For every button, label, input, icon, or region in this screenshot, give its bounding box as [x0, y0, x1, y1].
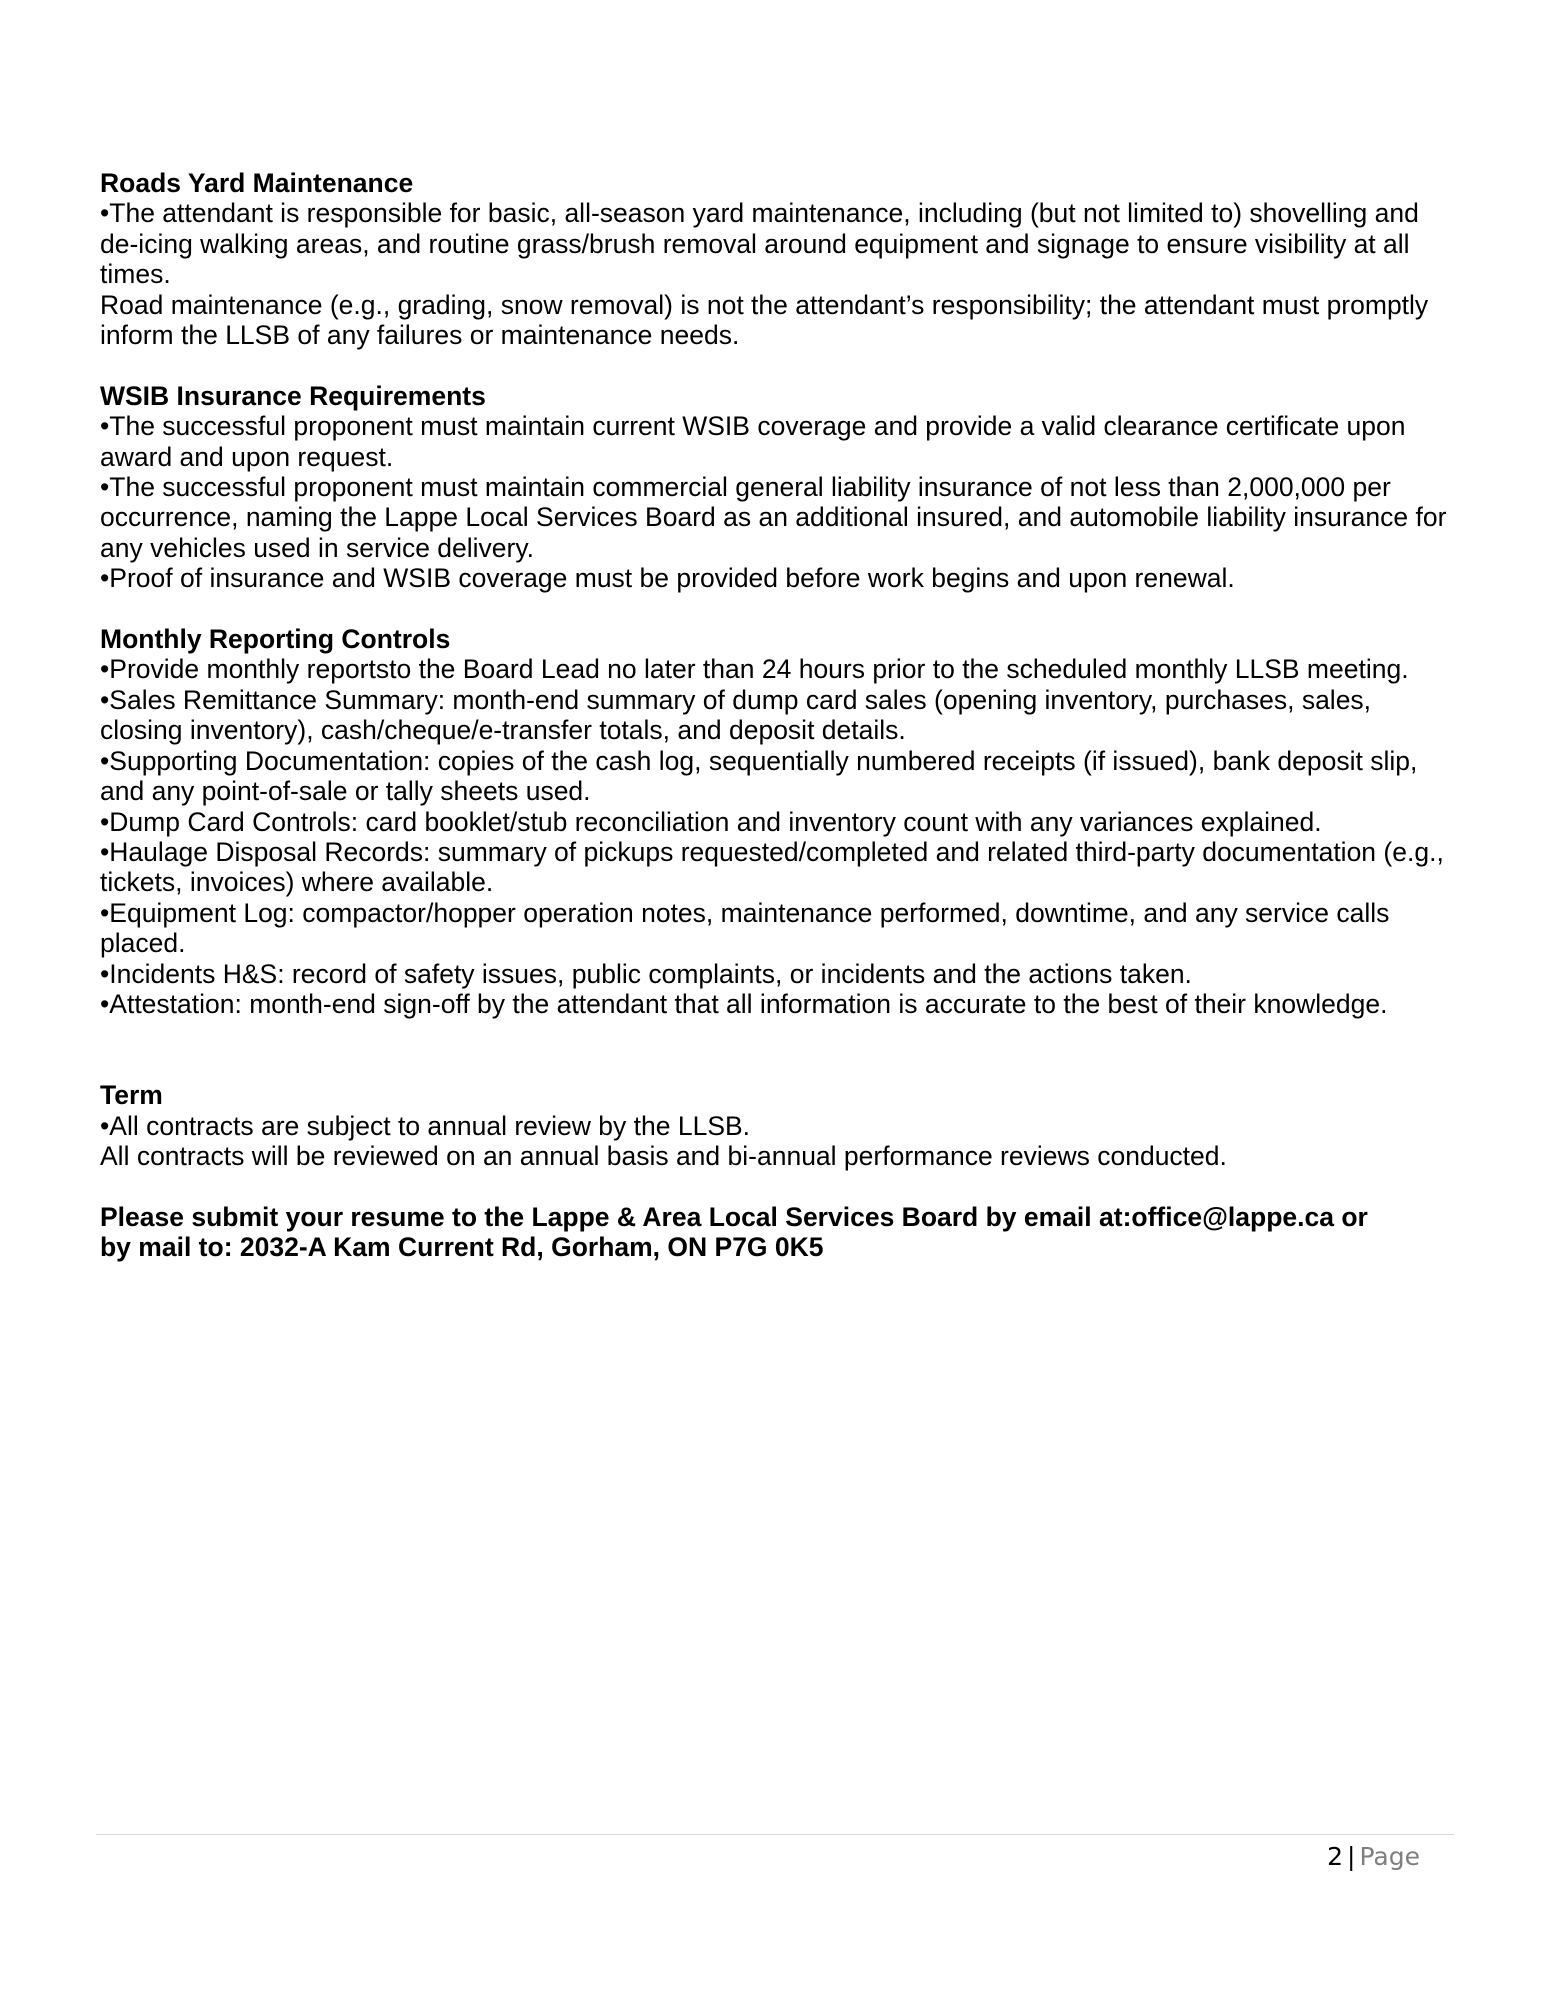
paragraph: •Proof of insurance and WSIB coverage must be provided before work begins and upon renewal.	[100, 563, 1235, 594]
paragraph: •The successful proponent must maintain commercial general liability insurance of not less than 2,000,000 per occurrence, naming the Lappe Local Services Board as an additional insured, and automobile liability insurance for any vehicles used in service delivery.	[100, 472, 1447, 563]
spacer	[100, 1172, 1460, 1202]
section-wsib-insurance	[100, 381, 1460, 594]
page-footer	[1327, 1840, 1420, 1874]
page-label: Page	[1359, 1842, 1420, 1871]
spacer	[100, 1019, 1460, 1080]
section-heading: WSIB Insurance Requirements	[100, 380, 486, 411]
paragraph: •Haulage Disposal Records: summary of pickups requested/completed and related third-party documentation (e.g., tickets, invoices) where available.	[100, 836, 1444, 898]
paragraph: •Incidents H&S: record of safety issues, public complaints, or incidents and the actions taken.	[100, 958, 1192, 989]
paragraph: •The successful proponent must maintain current WSIB coverage and provide a valid clearance certificate upon award and upon request.	[100, 411, 1406, 472]
section-heading: Monthly Reporting Controls	[100, 624, 451, 655]
paragraph: Road maintenance (e.g., grading, snow removal) is not the attendant’s responsibility; the attendant must promptly inform the LLSB of any failures or maintenance needs.	[100, 289, 1429, 351]
page-separator: |	[1347, 1842, 1356, 1871]
paragraph: •Attestation: month-end sign-off by the attendant that all information is accurate to the best of their knowledge.	[100, 988, 1388, 1019]
section-monthly-reporting	[100, 624, 1460, 1019]
section-heading: Roads Yard Maintenance	[100, 168, 414, 198]
paragraph: •Supporting Documentation: copies of the cash log, sequentially numbered receipts (if issued), bank deposit slip, and any point-of-sale or tally sheets used.	[100, 745, 1418, 807]
footer-divider	[96, 1834, 1454, 1835]
paragraph: •Provide monthly reportsto the Board Lead no later than 24 hours prior to the scheduled monthly LLSB meeting.	[100, 654, 1409, 685]
section-term	[100, 1080, 1460, 1171]
paragraph: •Dump Card Controls: card booklet/stub reconciliation and inventory count with any variances explained.	[100, 806, 1322, 837]
paragraph: •Equipment Log: compactor/hopper operation notes, maintenance performed, downtime, and any service calls placed.	[100, 897, 1390, 959]
section-roads-yard-maintenance	[100, 168, 1460, 350]
document-body	[100, 168, 1460, 1263]
page-number: 2	[1327, 1842, 1344, 1871]
paragraph: •Sales Remittance Summary: month-end summary of dump card sales (opening inventory, purchases, sales, closing inventory), cash/cheque/e-transfer totals, and deposit details.	[100, 684, 1372, 746]
spacer	[100, 594, 1460, 624]
submission-instructions	[100, 1202, 1460, 1263]
paragraph: •All contracts are subject to annual review by the LLSB.	[100, 1110, 751, 1141]
spacer	[100, 350, 1460, 380]
submission-line: by mail to: 2032-A Kam Current Rd, Gorham, ON P7G 0K5	[100, 1232, 824, 1263]
paragraph: •The attendant is responsible for basic, all-season yard maintenance, including (but not limited to) shovelling and de-icing walking areas, and routine grass/brush removal around equipment and signage to ensure visibility at all times.	[100, 198, 1419, 290]
paragraph: All contracts will be reviewed on an annual basis and bi-annual performance reviews conducted.	[100, 1141, 1227, 1172]
submission-line: Please submit your resume to the Lappe & Area Local Services Board by email at:office@lappe.ca or	[100, 1201, 1368, 1232]
section-heading: Term	[100, 1080, 163, 1111]
